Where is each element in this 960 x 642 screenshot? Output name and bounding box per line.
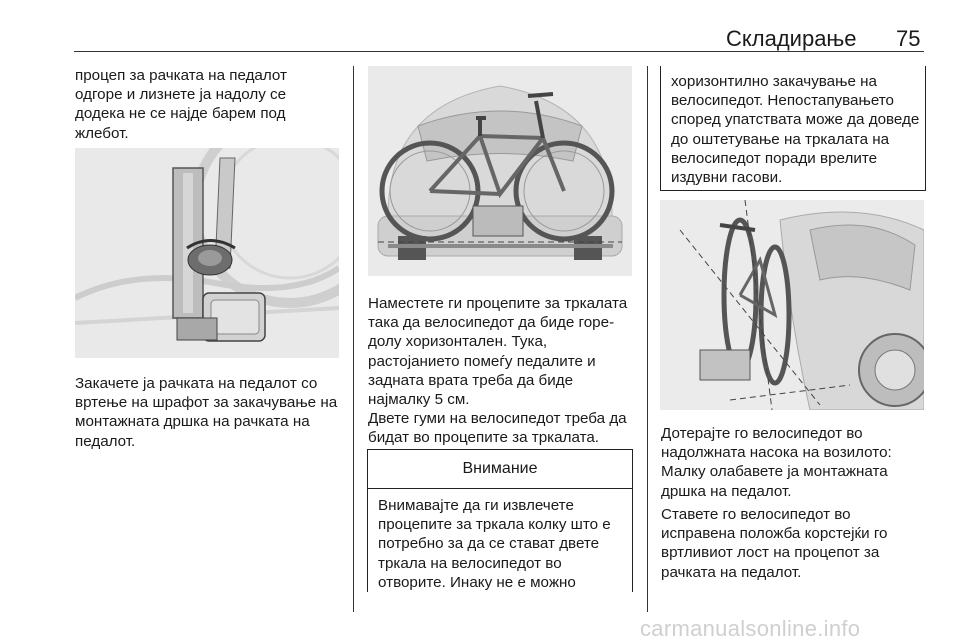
col1-paragraph-1: процеп за рачката на педалот одгоре и лизнете ја надолу се додека не се најде барем под жлебот. <box>75 67 287 142</box>
warning-title: Внимание <box>368 450 632 489</box>
col3-paragraph-2: Ставете го велосипедот во исправена положба корстејќи го вртливиот лост на процепот за рачката на педалот. <box>661 506 888 581</box>
column-divider-1 <box>353 66 354 612</box>
col2-paragraph-1: Наместете ги процепите за тркалата така да велосипедот да биде горе-долу хоризонтален. Тука, растојанието помеѓу педалите и задната врата треба да биде најмалку 5 cм. <box>368 295 628 409</box>
col3-paragraph-1: Дотерајте го велосипедот во надолжната насока на возилото: Малку олабавете ја монтажната дршка на педалот. <box>661 425 892 500</box>
warning-continued-text: хоризонтилно закачување на велосипедот. Непостапувањето според упатствата може да доведе до оштетување на тркалата на велосипедот поради врелите издувни гасови. <box>671 73 920 187</box>
warning-box-continued <box>660 66 926 191</box>
warning-box <box>367 449 633 592</box>
page-title: Складирање <box>726 26 857 51</box>
figure-pedal-clamp <box>75 148 339 358</box>
figure-bike-on-carrier <box>368 66 632 276</box>
warning-body: Внимавајте да ги извлечете процепите за тркала колку што е потребно за да се стават двете тркала на велосипедот во отворите. Инаку не е можно <box>378 497 611 591</box>
col2-paragraph-2: Двете гуми на велосипедот треба да бидат во процепите за тркалата. <box>368 410 627 447</box>
page-number: 75 <box>896 26 921 51</box>
header-rule <box>74 51 924 52</box>
figure-bike-alignment <box>660 200 924 410</box>
watermark: carmanualsonline.info <box>640 616 861 641</box>
column-divider-2 <box>647 66 648 612</box>
col1-paragraph-2: Закачете ја рачката на педалот со вртење на шрафот за закачување на монтажната дршка на рачката на педалот. <box>75 375 338 450</box>
